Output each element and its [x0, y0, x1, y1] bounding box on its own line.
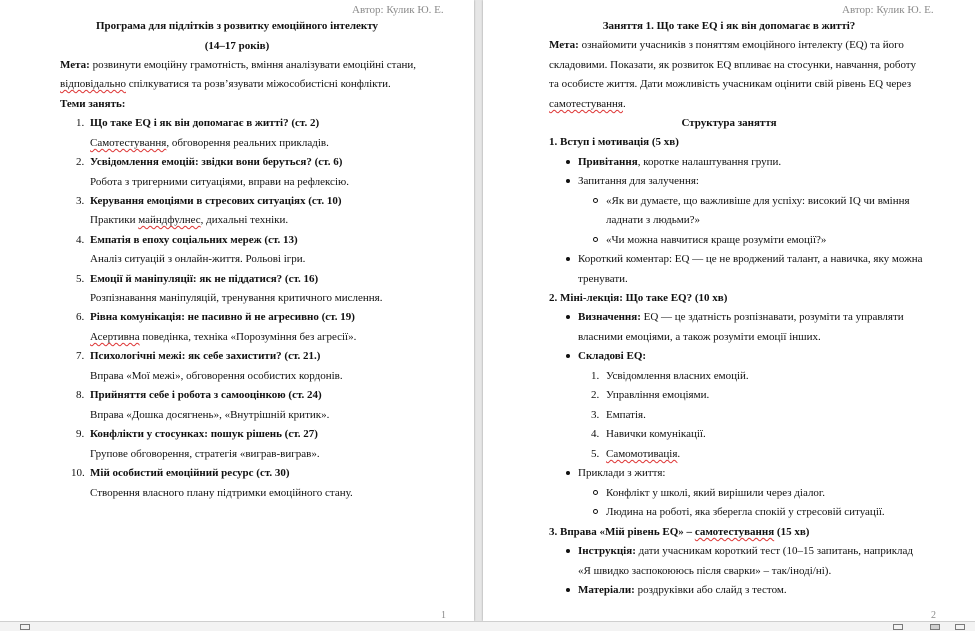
goal-line-4	[549, 98, 626, 110]
read-mode-icon[interactable]	[893, 624, 903, 630]
spellcheck-word: відповідально	[60, 78, 126, 90]
topic-title: Конфлікти у стосунках: пошук рішень (ст. 27)	[90, 428, 318, 440]
list-item: Приклади з життя:	[578, 467, 666, 479]
numbered-item: Навички комунікації.	[606, 428, 706, 440]
topic-title: Усвідомлення емоцій: звідки вони беруться? (ст. 6)	[90, 156, 343, 168]
topic-number: 10.	[71, 467, 85, 479]
bullet-icon	[566, 179, 570, 183]
topic-desc	[90, 331, 356, 343]
heading-text: 3. Вправа «Мій рівень EQ» –	[549, 526, 695, 538]
item-label: Привітання	[578, 156, 638, 168]
topic-number: 4.	[76, 234, 85, 246]
topic-number: 7.	[76, 350, 85, 362]
spellcheck-word: Самотестування	[90, 137, 167, 149]
topic-desc-text: Практики	[90, 214, 139, 226]
goal-label: Мета:	[549, 39, 579, 51]
list-item	[578, 311, 904, 323]
topic-number: 2.	[76, 156, 85, 168]
topic-desc: Вправа «Дошка досягнень», «Внутрішній критик».	[90, 409, 330, 421]
list-item: Складові EQ:	[578, 350, 647, 362]
circle-bullet-icon	[593, 490, 598, 495]
sub-list-item: Конфлікт у школі, який вирішили через діалог.	[606, 487, 825, 499]
item-text: EQ — це здатність розпізнавати, розуміти та управляти	[640, 311, 904, 323]
item-label: Матеріали:	[578, 584, 635, 596]
topic-title: Емпатія в епоху соціальних мереж (ст. 13)	[90, 234, 298, 246]
topic-title: Керування емоціями в стресових ситуаціях (ст. 10)	[90, 195, 342, 207]
numbered-item: Емпатія.	[606, 409, 646, 421]
section-heading: 2. Міні-лекція: Що таке EQ? (10 хв)	[549, 292, 728, 304]
bullet-icon	[566, 471, 570, 475]
item-text: , коротке налаштування групи.	[637, 156, 782, 168]
goal-line-2	[60, 78, 391, 90]
list-item: Запитання для залучення:	[578, 175, 699, 187]
circle-bullet-icon	[593, 509, 598, 514]
topic-desc-text: , обговорення реальних прикладів.	[166, 137, 329, 149]
document-page-2	[483, 0, 975, 621]
topic-desc: Розпізнавання маніпуляцій, тренування критичного мислення.	[90, 292, 383, 304]
topic-desc-text: поведінка, техніка «Порозуміння без агресії».	[139, 331, 357, 343]
page-header-author: Автор: Кулик Ю. Е.	[842, 4, 934, 16]
goal-line-1	[549, 39, 904, 51]
topic-desc	[90, 214, 288, 226]
numbered-item: Управління емоціями.	[606, 389, 710, 401]
list-item: Короткий коментар: EQ — це не вроджений талант, а навичка, яку можна	[578, 253, 923, 265]
topic-number: 8.	[76, 389, 85, 401]
topic-desc: Робота з тригерними ситуаціями, вправи на рефлексію.	[90, 176, 349, 188]
goal-text: ознайомити учасників з поняттям емоційного інтелекту (EQ) та його	[578, 39, 904, 51]
list-item-cont: власними емоціями, а також розуміти емоції інших.	[578, 331, 821, 343]
spellcheck-word: самотестування	[549, 98, 623, 110]
bullet-icon	[566, 315, 570, 319]
topic-number: 1.	[76, 117, 85, 129]
page-number: 1	[441, 610, 446, 621]
list-item	[578, 156, 781, 168]
sub-list-item: Людина на роботі, яка зберегла спокій у стресовій ситуації.	[606, 506, 885, 518]
numbered-item-number: 3.	[591, 409, 600, 421]
section-heading	[549, 526, 809, 538]
web-layout-icon[interactable]	[955, 624, 965, 630]
bullet-icon	[566, 160, 570, 164]
page-header-author: Автор: Кулик Ю. Е.	[352, 4, 444, 16]
numbered-item-number: 5.	[591, 448, 600, 460]
sub-list-item: «Чи можна навчитися краще розуміти емоції?»	[606, 234, 827, 246]
heading-text: (15 хв)	[774, 526, 810, 538]
topic-title: Рівна комунікація: не пасивно й не агресивно (ст. 19)	[90, 311, 355, 323]
item-label: Інструкція:	[578, 545, 636, 557]
goal-line-2: складовими. Показати, як розвиток EQ впливає на стосунки, навчання, роботу	[549, 59, 916, 71]
list-item	[578, 545, 913, 557]
topic-desc: Створення власного плану підтримки емоційного стану.	[90, 487, 353, 499]
page-number: 2	[931, 610, 936, 621]
item-label: Визначення:	[578, 311, 641, 323]
topic-title: Мій особистий емоційний ресурс (ст. 30)	[90, 467, 290, 479]
topic-number: 5.	[76, 273, 85, 285]
goal-text: розвинути емоційну грамотність, вміння аналізувати емоційні стани,	[89, 59, 417, 71]
circle-bullet-icon	[593, 237, 598, 242]
topic-title: Психологічні межі: як себе захистити? (ст. 21.)	[90, 350, 321, 362]
topic-number: 3.	[76, 195, 85, 207]
circle-bullet-icon	[593, 198, 598, 203]
topic-desc: Вправа «Мої межі», обговорення особистих кордонів.	[90, 370, 343, 382]
structure-title: Структура заняття	[681, 117, 777, 129]
topics-label: Теми занять:	[60, 98, 126, 110]
program-title: Програма для підлітків з розвитку емоційного інтелекту	[96, 20, 378, 32]
bullet-icon	[566, 354, 570, 358]
goal-label: Мета:	[60, 59, 90, 71]
spellcheck-word: майндфулнес	[138, 214, 201, 226]
lesson-title: Заняття 1. Що таке EQ і як він допомагає в житті?	[602, 20, 856, 32]
topic-number: 9.	[76, 428, 85, 440]
document-page-1	[0, 0, 474, 621]
sub-list-item-cont: ладнати з людьми?»	[606, 214, 700, 226]
program-age: (14–17 років)	[204, 40, 270, 52]
topic-title: Емоції й маніпуляції: як не піддатися? (ст. 16)	[90, 273, 319, 285]
bullet-icon	[566, 257, 570, 261]
goal-line-1	[60, 59, 416, 71]
goal-text: спілкуватися та розв’язувати міжособистісні конфлікти.	[125, 78, 391, 90]
numbered-item-number: 2.	[591, 389, 600, 401]
numbered-item	[606, 448, 680, 460]
topic-number: 6.	[76, 311, 85, 323]
goal-text: .	[623, 98, 626, 110]
list-item	[578, 584, 787, 596]
list-item-cont: «Я швидко заспокоююсь після сварки» – так/іноді/ні).	[578, 565, 832, 577]
topic-desc-text: , дихальні техніки.	[200, 214, 289, 226]
topic-desc: Аналіз ситуацій з онлайн-життя. Рольові ігри.	[90, 253, 306, 265]
topic-desc: Групове обговорення, стратегія «виграв-виграв».	[90, 448, 320, 460]
numbered-item-number: 4.	[591, 428, 600, 440]
topic-title: Що таке EQ і як він допомагає в житті? (ст. 2)	[90, 117, 320, 129]
sub-list-item: «Як ви думаєте, що важливіше для успіху: високий IQ чи вміння	[606, 195, 910, 207]
list-item-cont: тренувати.	[578, 273, 628, 285]
item-text: .	[677, 448, 681, 460]
print-layout-icon[interactable]	[930, 624, 940, 630]
proofing-icon[interactable]	[20, 624, 30, 630]
section-heading: 1. Вступ і мотивація (5 хв)	[549, 136, 679, 148]
spellcheck-word: Самомотивація	[606, 448, 678, 460]
numbered-item-number: 1.	[591, 370, 600, 382]
numbered-item: Усвідомлення власних емоцій.	[606, 370, 749, 382]
goal-line-3: та особисте життя. Дати можливість учасникам оцінити свій рівень EQ через	[549, 78, 912, 90]
bullet-icon	[566, 588, 570, 592]
spellcheck-word: самотестування	[694, 526, 775, 538]
item-text: дати учасникам короткий тест (10–15 запитань, наприклад	[635, 545, 914, 557]
topic-desc	[90, 137, 329, 149]
topic-title: Прийняття себе і робота з самооцінкою (ст. 24)	[90, 389, 322, 401]
item-text: роздруківки або слайд з тестом.	[634, 584, 787, 596]
spellcheck-word: Асертивна	[90, 331, 140, 343]
bullet-icon	[566, 549, 570, 553]
